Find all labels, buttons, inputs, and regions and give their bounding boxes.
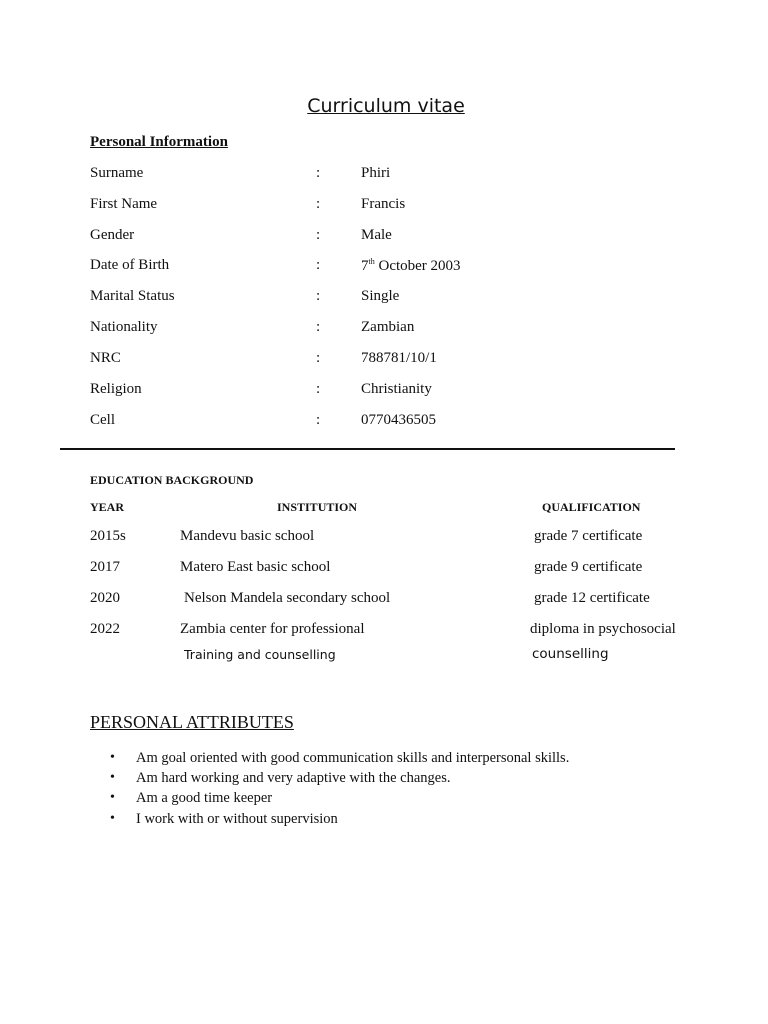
field-label: NRC bbox=[90, 350, 121, 366]
list-item bbox=[110, 748, 569, 768]
education-heading: EDUCATION BACKGROUND bbox=[90, 473, 254, 487]
field-separator: : bbox=[316, 257, 321, 273]
personal-row-surname bbox=[0, 165, 768, 185]
education-year: 2017 bbox=[90, 559, 120, 575]
field-separator: : bbox=[316, 350, 321, 366]
education-institution-continued: Training and counselling bbox=[184, 647, 336, 662]
field-value: Francis bbox=[361, 196, 406, 212]
field-value bbox=[361, 257, 461, 275]
field-value: Zambian bbox=[361, 319, 415, 335]
field-separator: : bbox=[316, 288, 321, 304]
attribute-text: Am goal oriented with good communication skills and interpersonal skills. bbox=[136, 750, 570, 766]
field-value: Phiri bbox=[361, 165, 391, 181]
field-value: 788781/10/1 bbox=[361, 350, 437, 366]
personal-row-religion bbox=[0, 381, 768, 401]
bullet-icon: • bbox=[110, 770, 115, 786]
column-header-institution: INSTITUTION bbox=[277, 500, 358, 514]
personal-row-date-of-birth bbox=[0, 257, 768, 277]
attribute-text: Am hard working and very adaptive with the changes. bbox=[136, 770, 451, 787]
education-qualification: diploma in psychosocial bbox=[530, 621, 676, 637]
field-label: Cell bbox=[90, 412, 115, 428]
attributes-heading: PERSONAL ATTRIBUTES bbox=[90, 712, 294, 732]
personal-row-first-name bbox=[0, 196, 768, 216]
column-header-year: YEAR bbox=[90, 500, 125, 514]
column-header-qualification: QUALIFICATION bbox=[542, 500, 641, 514]
field-value: Christianity bbox=[361, 381, 432, 397]
personal-row-cell bbox=[0, 412, 768, 432]
attribute-text: I work with or without supervision bbox=[136, 810, 338, 827]
bullet-icon: • bbox=[110, 810, 115, 826]
field-label: Religion bbox=[90, 381, 142, 397]
personal-row-nationality bbox=[0, 319, 768, 339]
field-value: Single bbox=[361, 288, 400, 304]
personal-info-heading: Personal Information bbox=[90, 134, 228, 150]
education-institution: Nelson Mandela secondary school bbox=[184, 590, 391, 606]
field-value: 0770436505 bbox=[361, 412, 436, 428]
education-qualification-continued: counselling bbox=[532, 646, 609, 662]
field-label: Gender bbox=[90, 227, 135, 243]
field-value: Male bbox=[361, 227, 392, 243]
list-item bbox=[110, 788, 569, 808]
bullet-icon: • bbox=[110, 750, 115, 765]
education-qualification: grade 9 certificate bbox=[534, 559, 643, 575]
field-label: First Name bbox=[90, 196, 158, 212]
field-separator: : bbox=[316, 227, 321, 243]
field-separator: : bbox=[316, 196, 321, 212]
attribute-text: Am a good time keeper bbox=[136, 790, 273, 807]
dob-month-year: October 2003 bbox=[378, 258, 461, 274]
personal-row-gender bbox=[0, 227, 768, 247]
field-separator: : bbox=[316, 319, 321, 335]
field-label: Surname bbox=[90, 165, 144, 181]
education-qualification: grade 12 certificate bbox=[534, 590, 650, 606]
education-year: 2015s bbox=[90, 528, 126, 544]
attributes-list bbox=[110, 748, 569, 829]
education-qualification: grade 7 certificate bbox=[534, 528, 643, 544]
education-institution: Matero East basic school bbox=[180, 559, 331, 575]
education-institution: Zambia center for professional bbox=[180, 621, 365, 637]
list-item bbox=[110, 809, 569, 829]
education-year: 2022 bbox=[90, 621, 120, 637]
field-label: Nationality bbox=[90, 319, 158, 335]
document-title: Curriculum vitae bbox=[307, 95, 465, 117]
dob-ordinal-suffix: th bbox=[368, 257, 375, 266]
dob-day: 7 bbox=[361, 258, 369, 274]
section-divider bbox=[60, 448, 675, 450]
field-separator: : bbox=[316, 165, 321, 181]
bullet-icon: • bbox=[110, 790, 115, 806]
education-year: 2020 bbox=[90, 590, 120, 606]
field-label: Date of Birth bbox=[90, 257, 170, 273]
personal-row-nrc bbox=[0, 350, 768, 370]
education-institution: Mandevu basic school bbox=[180, 528, 315, 544]
field-separator: : bbox=[316, 381, 321, 397]
personal-row-marital-status bbox=[0, 288, 768, 308]
field-separator: : bbox=[316, 412, 321, 428]
field-label: Marital Status bbox=[90, 288, 175, 304]
list-item bbox=[110, 768, 569, 788]
